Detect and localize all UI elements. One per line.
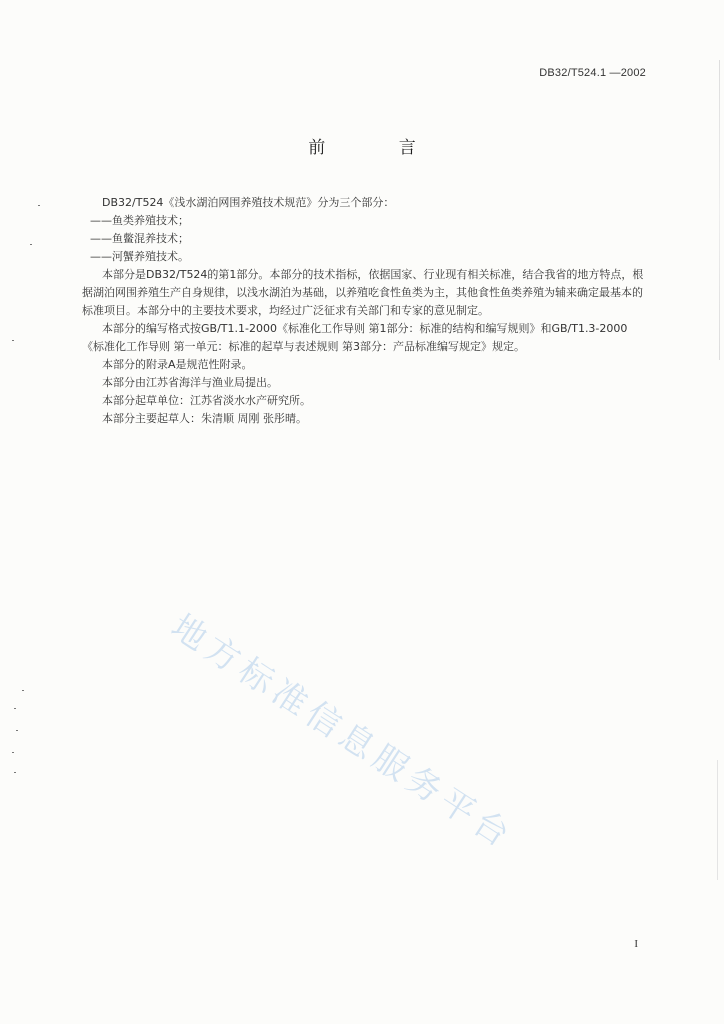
scan-speck xyxy=(22,690,24,691)
scan-speck xyxy=(16,730,18,731)
scan-speck xyxy=(38,205,40,206)
scan-speck xyxy=(14,708,16,709)
list-item: ——鱼类养殖技术； xyxy=(90,214,189,227)
scan-edge-line xyxy=(717,760,718,880)
intro-paragraph: DB32/T524《浅水湖泊网围养殖技术规范》分为三个部分： xyxy=(102,196,395,209)
scan-speck xyxy=(14,772,16,773)
scan-speck xyxy=(12,752,14,753)
body-paragraph: 本部分主要起草人：朱清顺 周刚 张彤晴。 xyxy=(102,412,307,425)
scan-speck xyxy=(30,244,32,245)
list-item: ——鱼鳖混养技术； xyxy=(90,232,189,245)
page-title: 前 言 xyxy=(308,138,450,158)
watermark: 地方标准信息服务平台 xyxy=(163,606,522,859)
document-code: DB32/T524.1 —2002 xyxy=(539,67,646,79)
body-paragraph: 本部分是DB32/T524的第1部分。本部分的技术指标，依据国家、行业现有相关标准，结合我省的地方特点，根据湖泊网围养殖生产自身规律，以浅水湖泊为基础，以养殖吃食性鱼类为主，其他食性鱼类养殖为辅来确定最基本的标准项目。本部分中的主要技术要求，均经过广泛征求有关部门和专家的意见制定。 xyxy=(82,268,644,317)
body-paragraph: 本部分由江苏省海洋与渔业局提出。 xyxy=(102,376,278,389)
page-number: I xyxy=(634,938,638,950)
body-paragraph: 本部分的附录A是规范性附录。 xyxy=(102,358,253,371)
scan-speck xyxy=(12,340,14,341)
body-paragraph: 本部分的编写格式按GB/T1.1-2000《标准化工作导则 第1部分：标准的结构和编写规则》和GB/T1.3-2000《标准化工作导则 第一单元：标准的起草与表述规则 第3部分：产品标准编写规定》规定。 xyxy=(82,322,628,353)
list-item: ——河蟹养殖技术。 xyxy=(90,250,189,263)
body-paragraph: 本部分起草单位：江苏省淡水水产研究所。 xyxy=(102,394,311,407)
document-body xyxy=(82,194,646,428)
scan-edge-line xyxy=(719,60,720,360)
